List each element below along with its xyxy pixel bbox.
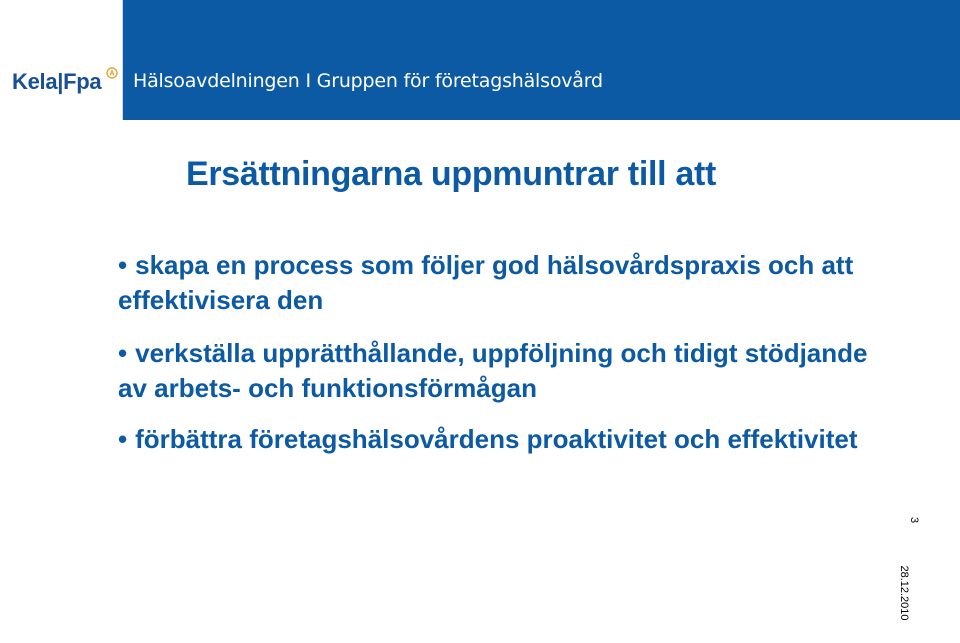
slide-title: Ersättningarna uppmuntrar till att <box>186 155 717 193</box>
header-banner <box>123 0 960 120</box>
bullet-list <box>118 248 878 475</box>
bullet-item <box>118 336 878 406</box>
bullet-icon: • <box>118 338 128 368</box>
logo-mark-icon <box>106 67 118 79</box>
department-name: Hälsoavdelningen I Gruppen för företagshälsovård <box>133 70 603 92</box>
slide-date: 28.12.2010 <box>898 565 910 621</box>
bullet-text: förbättra företagshälsovårdens proaktivitet och effektivitet <box>135 424 858 454</box>
bullet-item <box>118 422 878 457</box>
bullet-item <box>118 248 878 318</box>
bullet-text: skapa en process som följer god hälsovårdspraxis och att effektivisera den <box>118 250 854 315</box>
bullet-icon: • <box>118 250 128 280</box>
kela-fpa-logo: Kela|Fpa <box>12 69 102 94</box>
logo-area <box>0 0 123 120</box>
page-number: 3 <box>908 516 920 524</box>
bullet-text: verkställa upprätthållande, uppföljning och tidigt stödjande av arbets- och funktionsförmågan <box>118 338 868 403</box>
bullet-icon: • <box>118 424 128 454</box>
slide-header <box>0 0 960 120</box>
